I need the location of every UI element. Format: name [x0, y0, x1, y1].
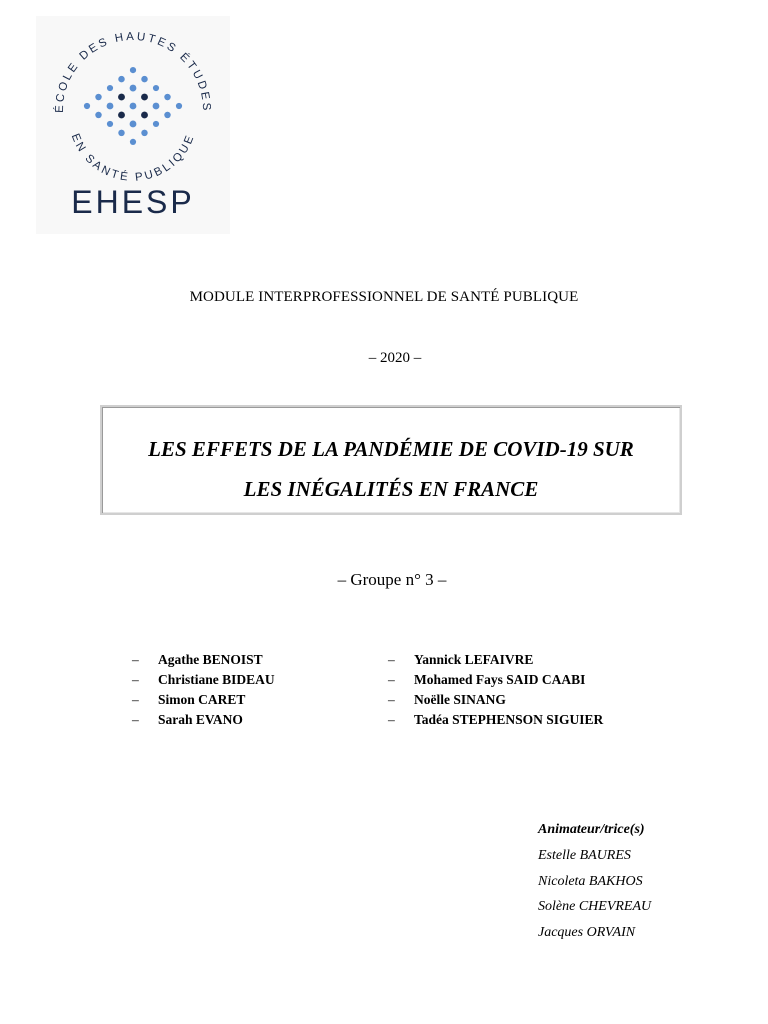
logo-dot — [153, 121, 159, 127]
logo-dot — [164, 94, 170, 100]
logo-dot — [118, 76, 124, 82]
logo-dot — [153, 85, 159, 91]
member-item — [132, 652, 275, 672]
logo-dot — [130, 121, 137, 128]
list-dash: – — [388, 712, 395, 727]
member-item — [388, 692, 603, 712]
member-name: Christiane BIDEAU — [158, 672, 275, 687]
logo-arc-top-text: ÉCOLE DES HAUTES ÉTUDES — [53, 30, 213, 114]
logo-dot — [141, 130, 147, 136]
member-name: Simon CARET — [158, 692, 246, 707]
logo-dot — [130, 85, 137, 92]
logo-dot — [141, 112, 147, 118]
logo-dot — [95, 94, 101, 100]
logo-dot — [118, 94, 124, 100]
member-name: Mohamed Fays SAID CAABI — [414, 672, 586, 687]
logo-dot — [176, 103, 182, 109]
list-dash: – — [388, 692, 395, 707]
logo-dot — [153, 103, 160, 110]
list-dash: – — [388, 672, 395, 687]
member-item — [388, 712, 603, 732]
logo-wordmark: EHESP — [71, 184, 195, 220]
member-item — [132, 692, 275, 712]
logo-arc-bottom-text: EN SANTÉ PUBLIQUE — [68, 132, 198, 184]
title-line-1: LES EFFETS DE LA PANDÉMIE DE COVID-19 SUR — [148, 437, 634, 461]
members-list-right — [388, 652, 603, 732]
title-line-2: LES INÉGALITÉS EN FRANCE — [243, 477, 539, 501]
logo-dot — [107, 121, 113, 127]
group-label: – Groupe n° 3 – — [337, 570, 447, 589]
logo-dot — [84, 103, 90, 109]
logo-dot — [118, 130, 124, 136]
ehesp-logo — [36, 16, 230, 234]
logo-dot — [141, 94, 147, 100]
logo-dot — [130, 67, 136, 73]
logo-dot-pattern — [84, 67, 182, 145]
animator-name: Jacques ORVAIN — [538, 924, 636, 940]
member-name: Agathe BENOIST — [158, 652, 263, 667]
logo-dot — [141, 76, 147, 82]
member-item — [388, 652, 603, 672]
logo-dot — [164, 112, 170, 118]
logo-dot — [118, 112, 124, 118]
member-item — [388, 672, 603, 692]
list-dash: – — [132, 672, 139, 687]
year-label: – 2020 – — [368, 350, 422, 366]
animator-name: Solène CHEVREAU — [538, 899, 652, 914]
animator-name: Estelle BAURES — [538, 848, 631, 863]
animator-name: Nicoleta BAKHOS — [538, 873, 643, 889]
logo-dot — [107, 103, 114, 110]
list-dash: – — [132, 652, 139, 667]
title-box — [100, 405, 682, 515]
members-list-left — [132, 652, 275, 732]
list-dash: – — [132, 712, 139, 727]
logo-dot — [130, 103, 137, 110]
animators-label: Animateur/trice(s) — [538, 822, 645, 837]
logo-dot — [95, 112, 101, 118]
member-item — [132, 712, 275, 732]
member-item — [132, 672, 275, 692]
member-name: Noëlle SINANG — [414, 692, 506, 707]
module-heading: MODULE INTERPROFESSIONNEL DE SANTÉ PUBLIQUE — [189, 289, 579, 305]
member-name: Yannick LEFAIVRE — [414, 652, 534, 667]
logo-dot — [107, 85, 113, 91]
member-name: Tadéa STEPHENSON SIGUIER — [414, 712, 604, 727]
animators-block — [538, 822, 651, 950]
logo-dot — [130, 139, 136, 145]
list-dash: – — [388, 652, 395, 667]
member-name: Sarah EVANO — [158, 712, 243, 727]
list-dash: – — [132, 692, 139, 707]
